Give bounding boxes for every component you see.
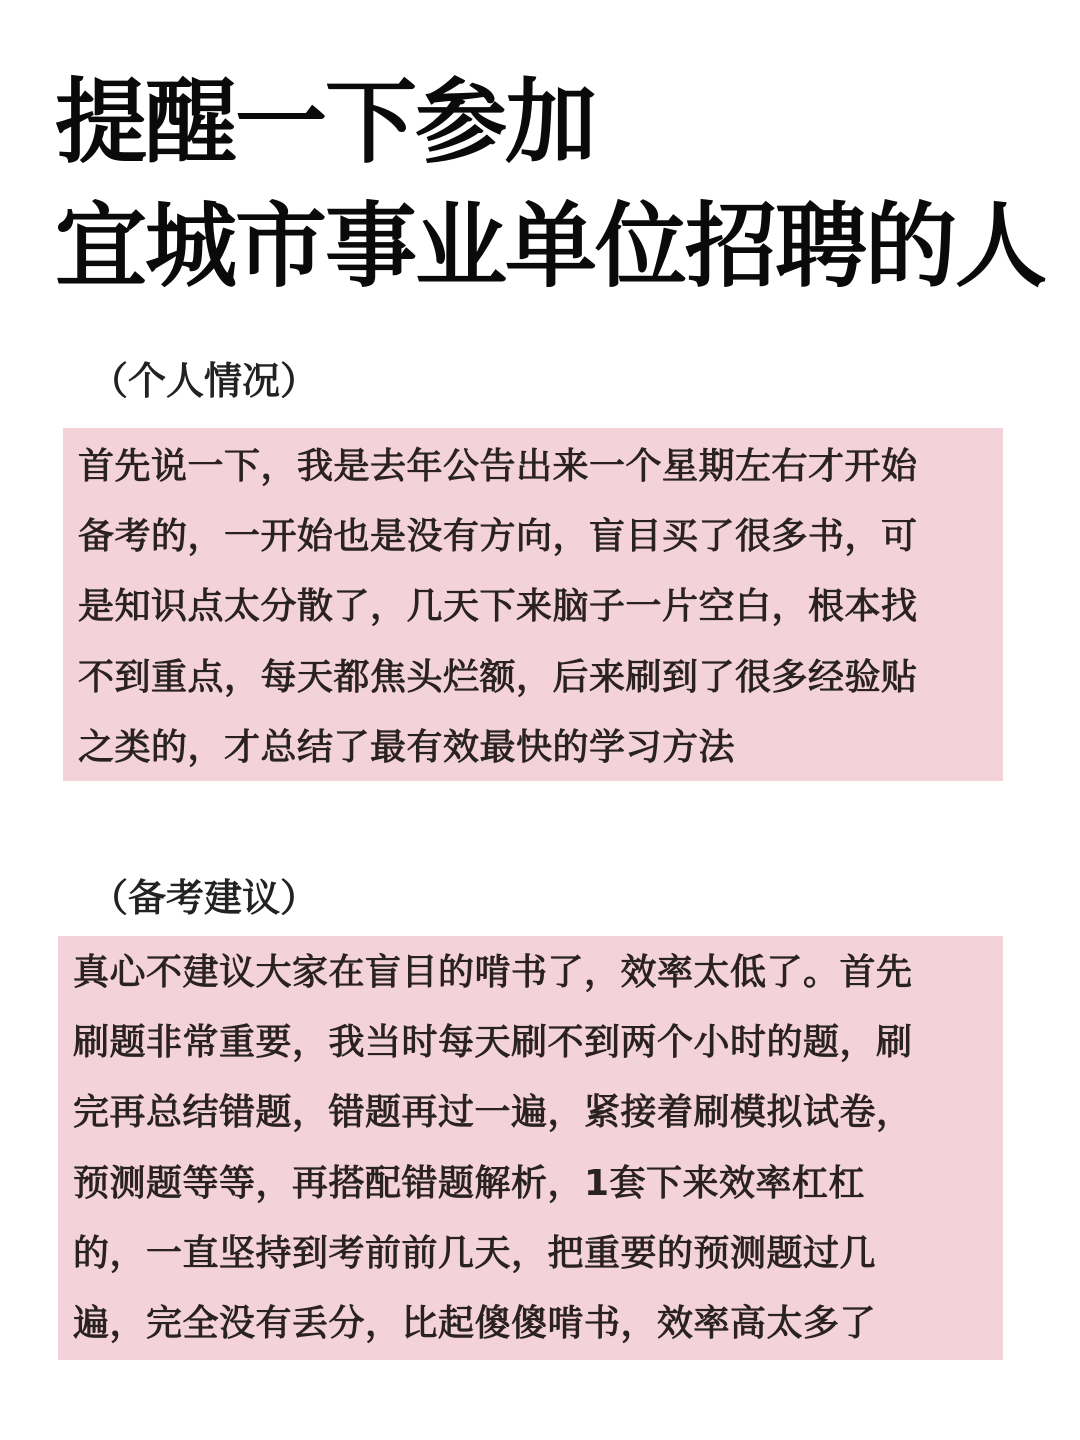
page-title-line-2: 宜城市事业单位招聘的人 xyxy=(55,192,1046,300)
paragraph-line: 的，一直坚持到考前前几天，把重要的预测题过几 xyxy=(73,1233,877,1274)
paragraph-line: 预测题等等，再搭配错题解析，1套下来效率杠杠 xyxy=(73,1163,866,1204)
section-heading-personal: （个人情况） xyxy=(90,359,319,403)
paragraph-line: 备考的，一开始也是没有方向，盲目买了很多书，可 xyxy=(78,516,918,557)
paragraph-line: 之类的，才总结了最有效最快的学习方法 xyxy=(78,727,736,768)
paragraph-line: 刷题非常重要，我当时每天刷不到两个小时的题，刷 xyxy=(73,1022,913,1063)
section-heading-advice: （备考建议） xyxy=(90,876,319,920)
paragraph-line: 真心不建议大家在盲目的啃书了，效率太低了。首先 xyxy=(73,952,913,993)
highlight-block-personal xyxy=(63,428,1003,781)
paragraph-line: 遍，完全没有丢分，比起傻傻啃书，效率高太多了 xyxy=(73,1303,877,1344)
paragraph-line: 首先说一下，我是去年公告出来一个星期左右才开始 xyxy=(78,446,918,487)
page-title-line-1: 提醒一下参加 xyxy=(55,68,596,176)
paragraph-line: 完再总结错题，错题再过一遍，紧接着刷模拟试卷， xyxy=(73,1092,913,1133)
paragraph-line: 不到重点，每天都焦头烂额，后来刷到了很多经验贴 xyxy=(78,657,918,698)
paragraph-line: 是知识点太分散了，几天下来脑子一片空白，根本找 xyxy=(78,586,918,627)
highlight-block-advice xyxy=(58,936,1003,1360)
